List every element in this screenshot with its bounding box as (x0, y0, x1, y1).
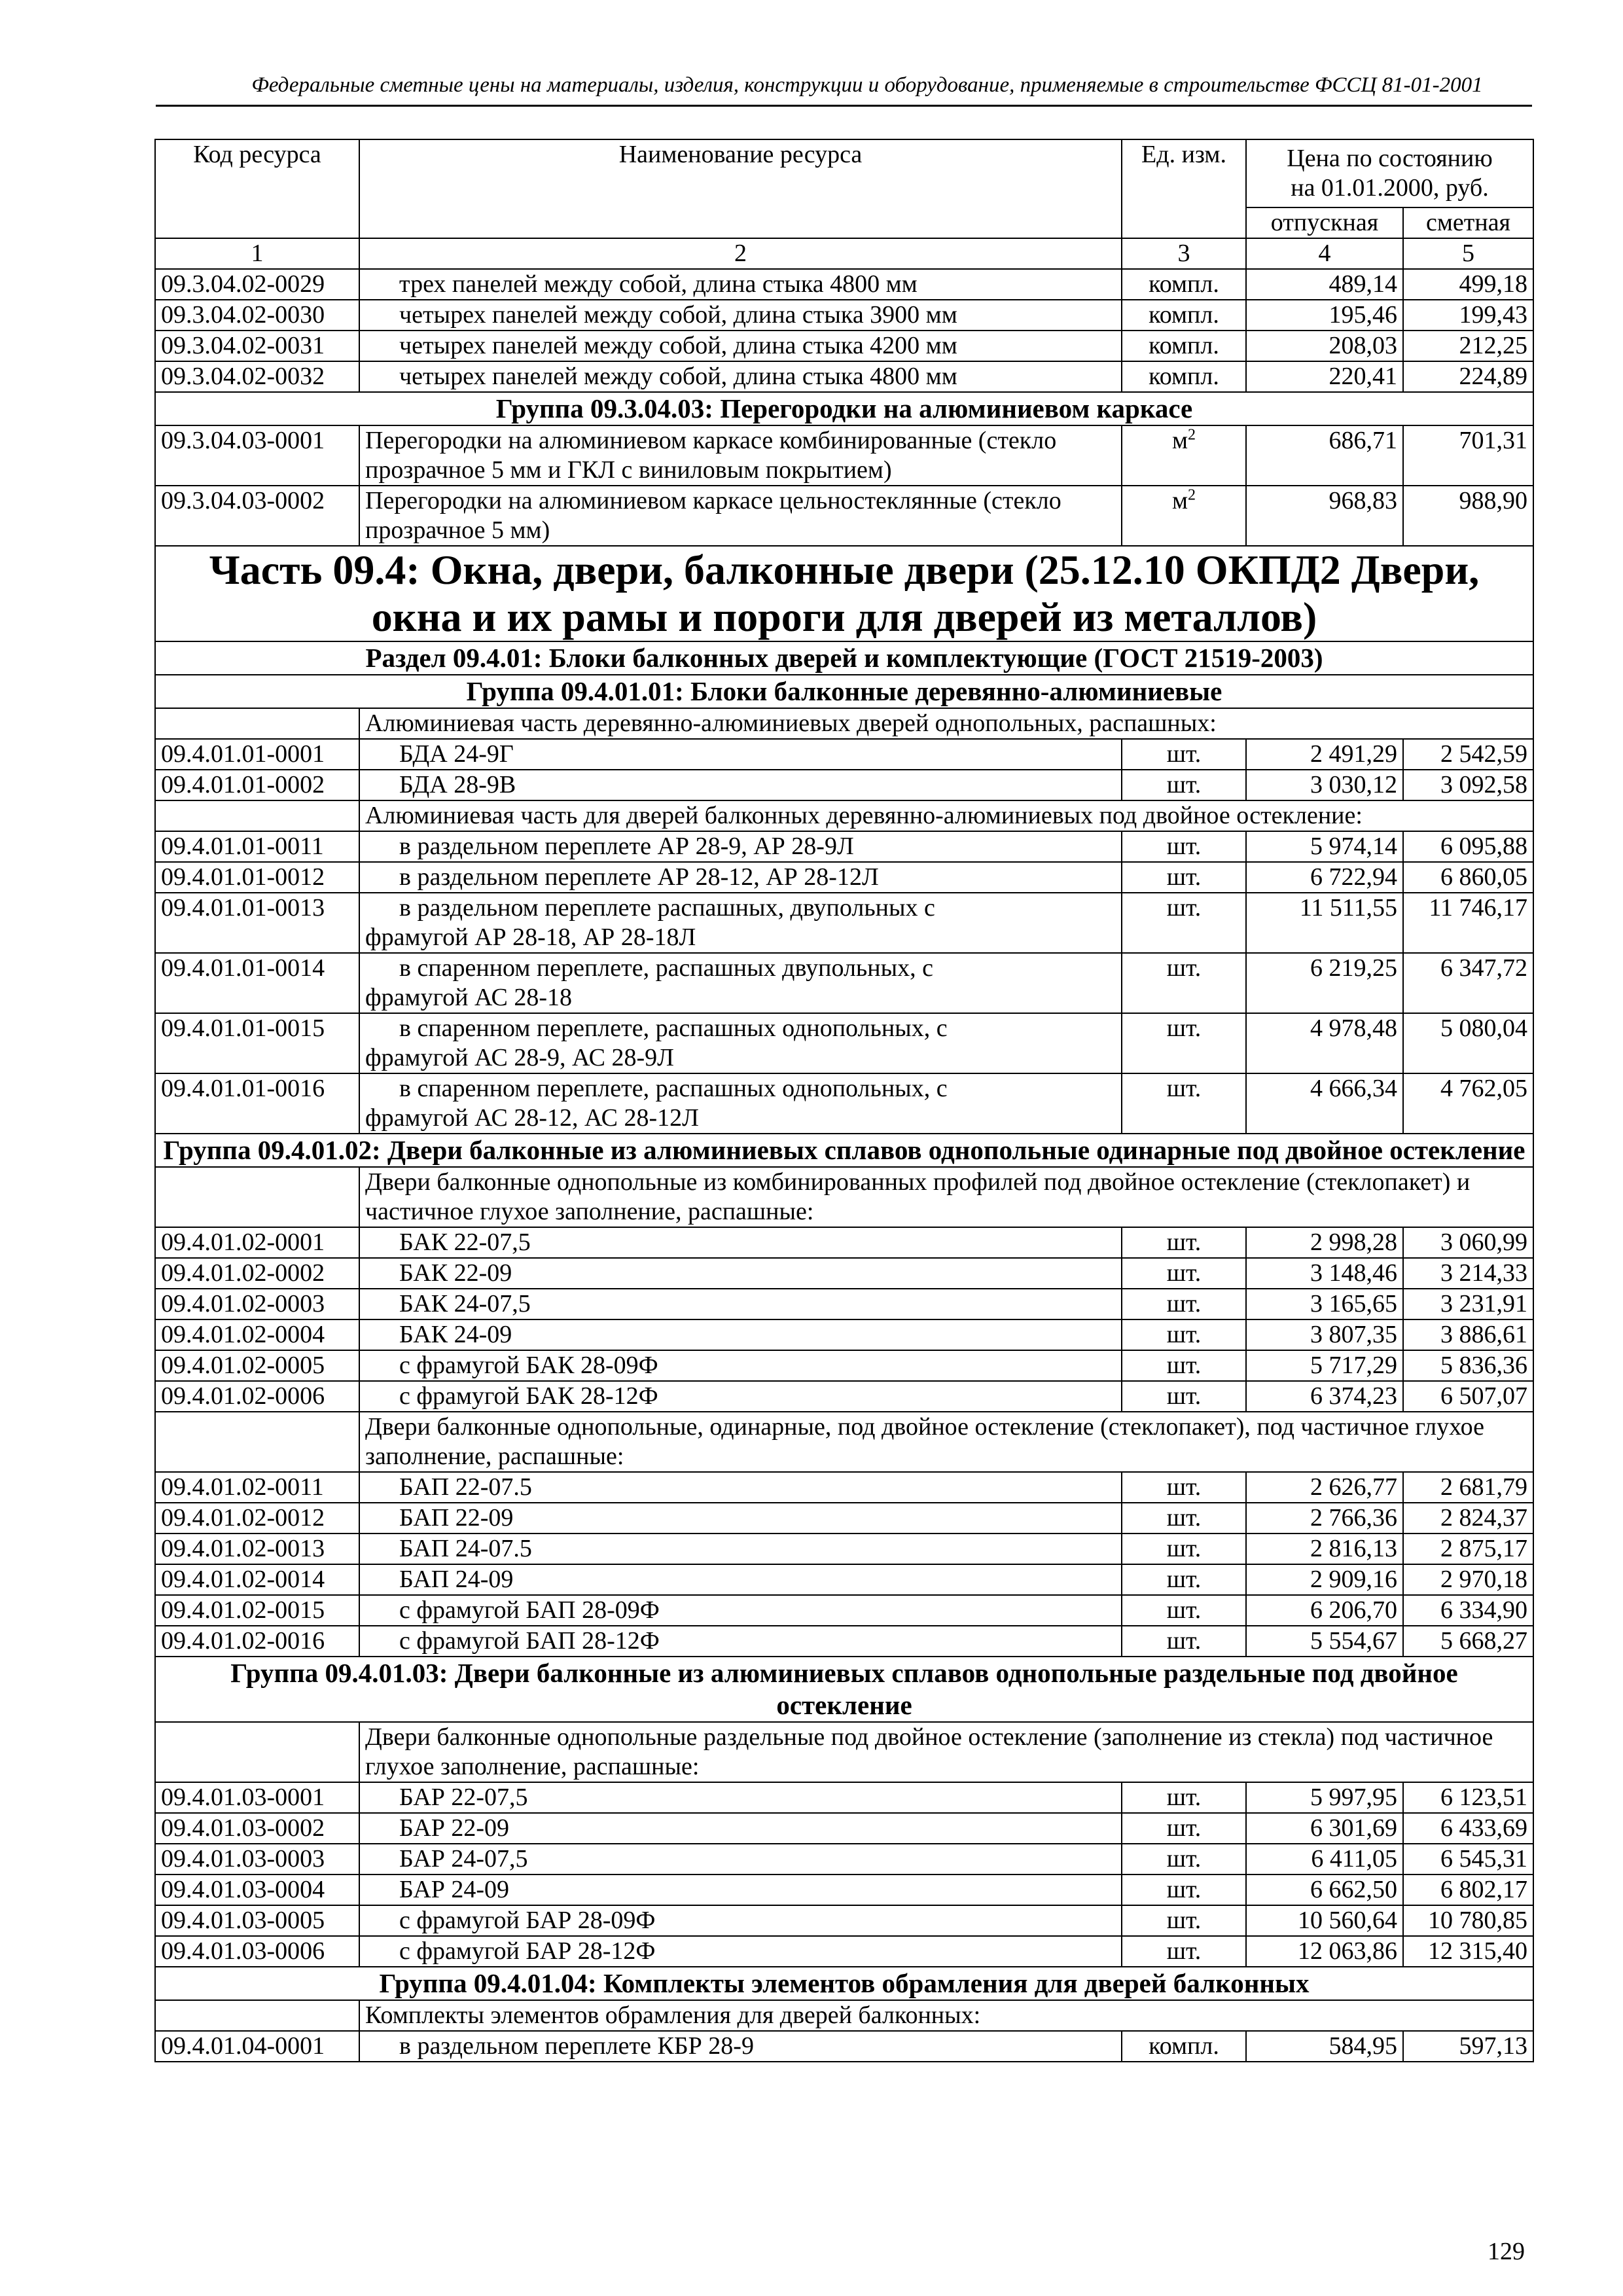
estimate-price: 3 231,91 (1403, 1289, 1533, 1319)
release-price: 6 411,05 (1246, 1844, 1403, 1874)
release-price: 3 030,12 (1246, 770, 1403, 800)
unit-value: шт. (1166, 1814, 1202, 1842)
unit-value: шт. (1166, 833, 1202, 860)
resource-code: 09.4.01.02-0012 (155, 1503, 359, 1534)
release-price: 3 807,35 (1246, 1319, 1403, 1350)
col-num: 4 (1246, 238, 1403, 269)
resource-code: 09.4.01.03-0003 (155, 1844, 359, 1874)
estimate-price: 5 668,27 (1403, 1626, 1533, 1657)
subheading-row (155, 1412, 1533, 1472)
unit-cell (1122, 1350, 1246, 1381)
resource-code: 09.4.01.02-0002 (155, 1258, 359, 1289)
estimate-price: 3 886,61 (1403, 1319, 1533, 1350)
unit-value: шт. (1166, 1290, 1202, 1318)
resource-code: 09.3.04.02-0031 (155, 331, 359, 361)
resource-code: 09.4.01.01-0014 (155, 953, 359, 1013)
unit-value: шт. (1166, 894, 1202, 922)
empty-code-cell (155, 800, 359, 831)
unit-value: компл. (1149, 363, 1219, 390)
unit-value: шт. (1166, 1627, 1202, 1655)
estimate-price: 4 762,05 (1403, 1073, 1533, 1134)
part-heading-row (155, 546, 1533, 641)
col-header-release: отпускная (1246, 207, 1403, 238)
resource-name: БАР 24-09 (359, 1874, 1122, 1905)
resource-name (359, 893, 1122, 953)
resource-name: с фрамугой БАК 28-09Ф (359, 1350, 1122, 1381)
unit-cell (1122, 862, 1246, 893)
table-row (155, 1782, 1533, 1813)
unit-cell (1122, 2031, 1246, 2062)
resource-name: с фрамугой БАР 28-09Ф (359, 1905, 1122, 1936)
col-header-name: Наименование ресурса (359, 139, 1122, 238)
price-table (154, 139, 1534, 2062)
resource-name: Перегородки на алюминиевом каркасе цельностеклянные (стекло прозрачное 5 мм) (359, 486, 1122, 546)
release-price: 2 626,77 (1246, 1472, 1403, 1503)
empty-code-cell (155, 1167, 359, 1227)
table-row (155, 1013, 1533, 1073)
unit-cell (1122, 1319, 1246, 1350)
release-price: 6 206,70 (1246, 1595, 1403, 1626)
unit-cell (1122, 1258, 1246, 1289)
unit-value: шт. (1166, 1784, 1202, 1811)
resource-name: БАР 22-07,5 (359, 1782, 1122, 1813)
estimate-price: 3 092,58 (1403, 770, 1533, 800)
table-row (155, 739, 1533, 770)
resource-code: 09.4.01.01-0012 (155, 862, 359, 893)
subheading-row (155, 708, 1533, 739)
resource-name: БДА 28-9В (359, 770, 1122, 800)
part-heading: Часть 09.4: Окна, двери, балконные двери (25.12.10 ОКПД2 Двери, окна и их рамы и пороги для дверей из металлов) (155, 546, 1533, 641)
table-row (155, 1381, 1533, 1412)
release-price: 5 974,14 (1246, 831, 1403, 862)
resource-name: с фрамугой БАР 28-12Ф (359, 1936, 1122, 1967)
release-price: 968,83 (1246, 486, 1403, 546)
resource-name: БАП 24-07.5 (359, 1534, 1122, 1564)
col-num: 3 (1122, 238, 1246, 269)
resource-code: 09.4.01.01-0001 (155, 739, 359, 770)
unit-value: шт. (1166, 1845, 1202, 1873)
resource-name (359, 953, 1122, 1013)
table-row (155, 1595, 1533, 1626)
unit-value: шт. (1166, 863, 1202, 891)
resource-code: 09.4.01.03-0005 (155, 1905, 359, 1936)
unit-value: шт. (1166, 740, 1202, 768)
resource-name-line: фрамугой АР 28-18, АР 28-18Л (365, 924, 696, 951)
unit-value: шт. (1166, 1229, 1202, 1256)
resource-name-line: фрамугой АС 28-9, АС 28-9Л (365, 1044, 674, 1071)
group-heading: Группа 09.4.01.02: Двери балконные из алюминиевых сплавов однопольные одинарные под двойное остекление (155, 1134, 1533, 1167)
table-row (155, 361, 1533, 392)
unit-cell (1122, 1564, 1246, 1595)
estimate-price: 5 836,36 (1403, 1350, 1533, 1381)
unit-cell (1122, 1936, 1246, 1967)
resource-name: четырех панелей между собой, длина стыка 4200 мм (359, 331, 1122, 361)
unit-value: шт. (1166, 1075, 1202, 1102)
table-row (155, 1813, 1533, 1844)
table-row (155, 486, 1533, 546)
table-row (155, 1844, 1533, 1874)
unit-cell (1122, 893, 1246, 953)
estimate-price: 6 802,17 (1403, 1874, 1533, 1905)
running-header: Федеральные сметные цены на материалы, изделия, конструкции и оборудование, применяемые в строительстве ФССЦ 81-01-2001 (251, 73, 1483, 97)
price-table-body (155, 139, 1533, 2062)
release-price: 6 722,94 (1246, 862, 1403, 893)
unit-cell (1122, 1503, 1246, 1534)
resource-name: БАК 24-09 (359, 1319, 1122, 1350)
empty-code-cell (155, 1412, 359, 1472)
unit-exponent: 2 (1188, 426, 1196, 444)
estimate-price: 597,13 (1403, 2031, 1533, 2062)
unit-cell (1122, 1813, 1246, 1844)
unit-cell (1122, 1626, 1246, 1657)
resource-name: БАК 24-07,5 (359, 1289, 1122, 1319)
group-heading: Раздел 09.4.01: Блоки балконных дверей и комплектующие (ГОСТ 21519-2003) (155, 641, 1533, 675)
unit-value: шт. (1166, 771, 1202, 798)
table-row (155, 953, 1533, 1013)
resource-name: с фрамугой БАП 28-12Ф (359, 1626, 1122, 1657)
resource-name: БАП 22-09 (359, 1503, 1122, 1534)
subheading: Комплекты элементов обрамления для дверей балконных: (359, 2000, 1533, 2031)
estimate-price: 6 433,69 (1403, 1813, 1533, 1844)
resource-name: четырех панелей между собой, длина стыка 4800 мм (359, 361, 1122, 392)
unit-cell (1122, 1289, 1246, 1319)
estimate-price: 2 875,17 (1403, 1534, 1533, 1564)
subheading: Двери балконные однопольные из комбинированных профилей под двойное остекление (стеклопакет) и частичное глухое заполнение, распашные: (359, 1167, 1533, 1227)
estimate-price: 3 060,99 (1403, 1227, 1533, 1258)
group-heading-row (155, 1657, 1533, 1722)
resource-code: 09.4.01.02-0005 (155, 1350, 359, 1381)
release-price: 2 491,29 (1246, 739, 1403, 770)
unit-cell (1122, 1227, 1246, 1258)
group-heading-row (155, 675, 1533, 708)
release-price: 6 374,23 (1246, 1381, 1403, 1412)
table-row (155, 269, 1533, 300)
estimate-price: 12 315,40 (1403, 1936, 1533, 1967)
estimate-price: 988,90 (1403, 486, 1533, 546)
unit-cell (1122, 1472, 1246, 1503)
unit-cell (1122, 1844, 1246, 1874)
unit-cell (1122, 831, 1246, 862)
estimate-price: 6 334,90 (1403, 1595, 1533, 1626)
unit-value: шт. (1166, 1321, 1202, 1348)
resource-code: 09.4.01.03-0004 (155, 1874, 359, 1905)
unit-cell (1122, 1782, 1246, 1813)
table-row (155, 425, 1533, 486)
unit-value: компл. (1149, 332, 1219, 359)
unit-value: шт. (1166, 954, 1202, 982)
table-row (155, 1319, 1533, 1350)
resource-name: БАК 22-09 (359, 1258, 1122, 1289)
release-price: 11 511,55 (1246, 893, 1403, 953)
release-price: 208,03 (1246, 331, 1403, 361)
resource-name: в раздельном переплете КБР 28-9 (359, 2031, 1122, 2062)
estimate-price: 199,43 (1403, 300, 1533, 331)
resource-code: 09.4.01.02-0016 (155, 1626, 359, 1657)
page-number: 129 (1488, 2238, 1525, 2265)
estimate-price: 224,89 (1403, 361, 1533, 392)
subheading-row (155, 1722, 1533, 1782)
resource-code: 09.4.01.03-0002 (155, 1813, 359, 1844)
col-header-unit: Ед. изм. (1122, 139, 1246, 238)
unit-value: шт. (1166, 1382, 1202, 1410)
unit-value: шт. (1166, 1014, 1202, 1042)
resource-name (359, 1073, 1122, 1134)
release-price: 220,41 (1246, 361, 1403, 392)
unit-cell (1122, 300, 1246, 331)
unit-value: компл. (1149, 301, 1219, 329)
release-price: 5 717,29 (1246, 1350, 1403, 1381)
estimate-price: 2 970,18 (1403, 1564, 1533, 1595)
table-row (155, 1472, 1533, 1503)
subheading-row (155, 2000, 1533, 2031)
release-price: 2 909,16 (1246, 1564, 1403, 1595)
resource-code: 09.3.04.03-0001 (155, 425, 359, 486)
resource-name: четырех панелей между собой, длина стыка 3900 мм (359, 300, 1122, 331)
unit-cell (1122, 361, 1246, 392)
resource-code: 09.4.01.02-0004 (155, 1319, 359, 1350)
unit-value: м (1171, 487, 1188, 514)
group-heading: Группа 09.4.01.01: Блоки балконные деревянно-алюминиевые (155, 675, 1533, 708)
release-price: 2 816,13 (1246, 1534, 1403, 1564)
col-header-estimate: сметная (1403, 207, 1533, 238)
col-header-code: Код ресурса (155, 139, 359, 238)
release-price: 4 666,34 (1246, 1073, 1403, 1134)
group-heading-row (155, 392, 1533, 425)
release-price: 6 301,69 (1246, 1813, 1403, 1844)
table-row (155, 1626, 1533, 1657)
estimate-price: 6 095,88 (1403, 831, 1533, 862)
table-row (155, 1564, 1533, 1595)
estimate-price: 6 347,72 (1403, 953, 1533, 1013)
estimate-price: 6 507,07 (1403, 1381, 1533, 1412)
estimate-price: 2 824,37 (1403, 1503, 1533, 1534)
resource-name: БАП 24-09 (359, 1564, 1122, 1595)
unit-value: шт. (1166, 1876, 1202, 1903)
unit-value: шт. (1166, 1473, 1202, 1501)
table-row (155, 893, 1533, 953)
unit-value: шт. (1166, 1937, 1202, 1965)
header-rule (156, 105, 1532, 107)
subheading-row (155, 800, 1533, 831)
empty-code-cell (155, 1722, 359, 1782)
estimate-price: 5 080,04 (1403, 1013, 1533, 1073)
unit-cell (1122, 953, 1246, 1013)
release-price: 5 997,95 (1246, 1782, 1403, 1813)
subheading: Алюминиевая часть для дверей балконных деревянно-алюминиевых под двойное остекление: (359, 800, 1533, 831)
estimate-price: 701,31 (1403, 425, 1533, 486)
table-row (155, 1905, 1533, 1936)
group-heading: Группа 09.4.01.03: Двери балконные из алюминиевых сплавов однопольные раздельные под двойное остекление (155, 1657, 1533, 1722)
unit-cell (1122, 770, 1246, 800)
table-row (155, 1534, 1533, 1564)
table-row (155, 2031, 1533, 2062)
resource-code: 09.4.01.02-0003 (155, 1289, 359, 1319)
group-heading-row (155, 1134, 1533, 1167)
table-header-row (155, 139, 1533, 207)
resource-name: с фрамугой БАК 28-12Ф (359, 1381, 1122, 1412)
resource-code: 09.4.01.03-0006 (155, 1936, 359, 1967)
empty-code-cell (155, 2000, 359, 2031)
resource-code: 09.3.04.02-0032 (155, 361, 359, 392)
resource-code: 09.4.01.02-0013 (155, 1534, 359, 1564)
resource-name-line: в спаренном переплете, распашных однопольных, с (399, 1014, 948, 1042)
release-price: 6 219,25 (1246, 953, 1403, 1013)
estimate-price: 3 214,33 (1403, 1258, 1533, 1289)
release-price: 686,71 (1246, 425, 1403, 486)
table-row (155, 831, 1533, 862)
table-row (155, 1503, 1533, 1534)
resource-name-line: фрамугой АС 28-18 (365, 984, 573, 1011)
unit-value: м (1171, 427, 1188, 454)
resource-name: в раздельном переплете АР 28-12, АР 28-12Л (359, 862, 1122, 893)
table-row (155, 1936, 1533, 1967)
release-price: 584,95 (1246, 2031, 1403, 2062)
resource-name: с фрамугой БАП 28-09Ф (359, 1595, 1122, 1626)
estimate-price: 212,25 (1403, 331, 1533, 361)
resource-name: БАК 22-07,5 (359, 1227, 1122, 1258)
estimate-price: 6 545,31 (1403, 1844, 1533, 1874)
resource-name: БАР 22-09 (359, 1813, 1122, 1844)
resource-code: 09.4.01.03-0001 (155, 1782, 359, 1813)
resource-code: 09.4.01.01-0011 (155, 831, 359, 862)
resource-name (359, 1013, 1122, 1073)
subheading: Алюминиевая часть деревянно-алюминиевых дверей однопольных, распашных: (359, 708, 1533, 739)
resource-code: 09.3.04.02-0029 (155, 269, 359, 300)
unit-cell (1122, 1874, 1246, 1905)
unit-value: шт. (1166, 1352, 1202, 1379)
estimate-price: 6 860,05 (1403, 862, 1533, 893)
resource-name: в раздельном переплете АР 28-9, АР 28-9Л (359, 831, 1122, 862)
resource-code: 09.3.04.03-0002 (155, 486, 359, 546)
unit-value: шт. (1166, 1566, 1202, 1593)
resource-code: 09.4.01.01-0002 (155, 770, 359, 800)
col-num: 1 (155, 238, 359, 269)
resource-code: 09.4.01.01-0016 (155, 1073, 359, 1134)
unit-cell (1122, 425, 1246, 486)
release-price: 489,14 (1246, 269, 1403, 300)
resource-name: трех панелей между собой, длина стыка 4800 мм (359, 269, 1122, 300)
table-row (155, 1258, 1533, 1289)
table-row (155, 331, 1533, 361)
table-row (155, 1874, 1533, 1905)
estimate-price: 499,18 (1403, 269, 1533, 300)
col-num: 2 (359, 238, 1122, 269)
subheading-row (155, 1167, 1533, 1227)
unit-value: шт. (1166, 1504, 1202, 1532)
subheading: Двери балконные однопольные раздельные под двойное остекление (заполнение из стекла) под частичное глухое заполнение, распашные: (359, 1722, 1533, 1782)
resource-name-line: в спаренном переплете, распашных двупольных, с (399, 954, 933, 982)
resource-name-line: фрамугой АС 28-12, АС 28-12Л (365, 1104, 699, 1132)
release-price: 10 560,64 (1246, 1905, 1403, 1936)
unit-cell (1122, 331, 1246, 361)
resource-name: БАР 24-07,5 (359, 1844, 1122, 1874)
group-heading: Группа 09.3.04.03: Перегородки на алюминиевом каркасе (155, 392, 1533, 425)
resource-name: БАП 22-07.5 (359, 1472, 1122, 1503)
unit-exponent: 2 (1188, 486, 1196, 504)
resource-code: 09.4.01.04-0001 (155, 2031, 359, 2062)
unit-value: шт. (1166, 1596, 1202, 1624)
resource-code: 09.4.01.02-0015 (155, 1595, 359, 1626)
resource-code: 09.4.01.01-0015 (155, 1013, 359, 1073)
release-price: 12 063,86 (1246, 1936, 1403, 1967)
unit-value: компл. (1149, 2032, 1219, 2060)
release-price: 195,46 (1246, 300, 1403, 331)
group-heading: Группа 09.4.01.04: Комплекты элементов обрамления для дверей балконных (155, 1967, 1533, 2000)
unit-cell (1122, 1534, 1246, 1564)
group-heading-row (155, 1967, 1533, 2000)
resource-code: 09.4.01.02-0014 (155, 1564, 359, 1595)
release-price: 4 978,48 (1246, 1013, 1403, 1073)
release-price: 6 662,50 (1246, 1874, 1403, 1905)
empty-code-cell (155, 708, 359, 739)
unit-value: шт. (1166, 1907, 1202, 1934)
resource-code: 09.4.01.02-0001 (155, 1227, 359, 1258)
unit-cell (1122, 1595, 1246, 1626)
resource-code: 09.3.04.02-0030 (155, 300, 359, 331)
table-row (155, 862, 1533, 893)
unit-value: шт. (1166, 1535, 1202, 1562)
resource-name-line: в спаренном переплете, распашных однопольных, с (399, 1075, 948, 1102)
release-price: 2 766,36 (1246, 1503, 1403, 1534)
unit-cell (1122, 269, 1246, 300)
resource-code: 09.4.01.02-0006 (155, 1381, 359, 1412)
unit-cell (1122, 1013, 1246, 1073)
table-row (155, 1073, 1533, 1134)
estimate-price: 2 542,59 (1403, 739, 1533, 770)
column-number-row (155, 238, 1533, 269)
release-price: 5 554,67 (1246, 1626, 1403, 1657)
resource-code: 09.4.01.01-0013 (155, 893, 359, 953)
release-price: 2 998,28 (1246, 1227, 1403, 1258)
table-row (155, 1227, 1533, 1258)
release-price: 3 165,65 (1246, 1289, 1403, 1319)
resource-name: БДА 24-9Г (359, 739, 1122, 770)
table-row (155, 1350, 1533, 1381)
unit-cell (1122, 486, 1246, 546)
group-heading-row (155, 641, 1533, 675)
unit-cell (1122, 1073, 1246, 1134)
resource-name: Перегородки на алюминиевом каркасе комбинированные (стекло прозрачное 5 мм и ГКЛ с виниловым покрытием) (359, 425, 1122, 486)
table-row (155, 1289, 1533, 1319)
subheading: Двери балконные однопольные, одинарные, под двойное остекление (стеклопакет), под частичное глухое заполнение, распашные: (359, 1412, 1533, 1472)
release-price: 3 148,46 (1246, 1258, 1403, 1289)
table-row (155, 770, 1533, 800)
estimate-price: 11 746,17 (1403, 893, 1533, 953)
unit-value: шт. (1166, 1259, 1202, 1287)
col-num: 5 (1403, 238, 1533, 269)
col-header-price: Цена по состоянию на 01.01.2000, руб. (1246, 139, 1533, 207)
estimate-price: 6 123,51 (1403, 1782, 1533, 1813)
unit-value: компл. (1149, 270, 1219, 298)
unit-cell (1122, 1381, 1246, 1412)
resource-name-line: в раздельном переплете распашных, двупольных с (399, 894, 935, 922)
estimate-price: 2 681,79 (1403, 1472, 1533, 1503)
table-row (155, 300, 1533, 331)
estimate-price: 10 780,85 (1403, 1905, 1533, 1936)
unit-cell (1122, 739, 1246, 770)
unit-cell (1122, 1905, 1246, 1936)
resource-code: 09.4.01.02-0011 (155, 1472, 359, 1503)
